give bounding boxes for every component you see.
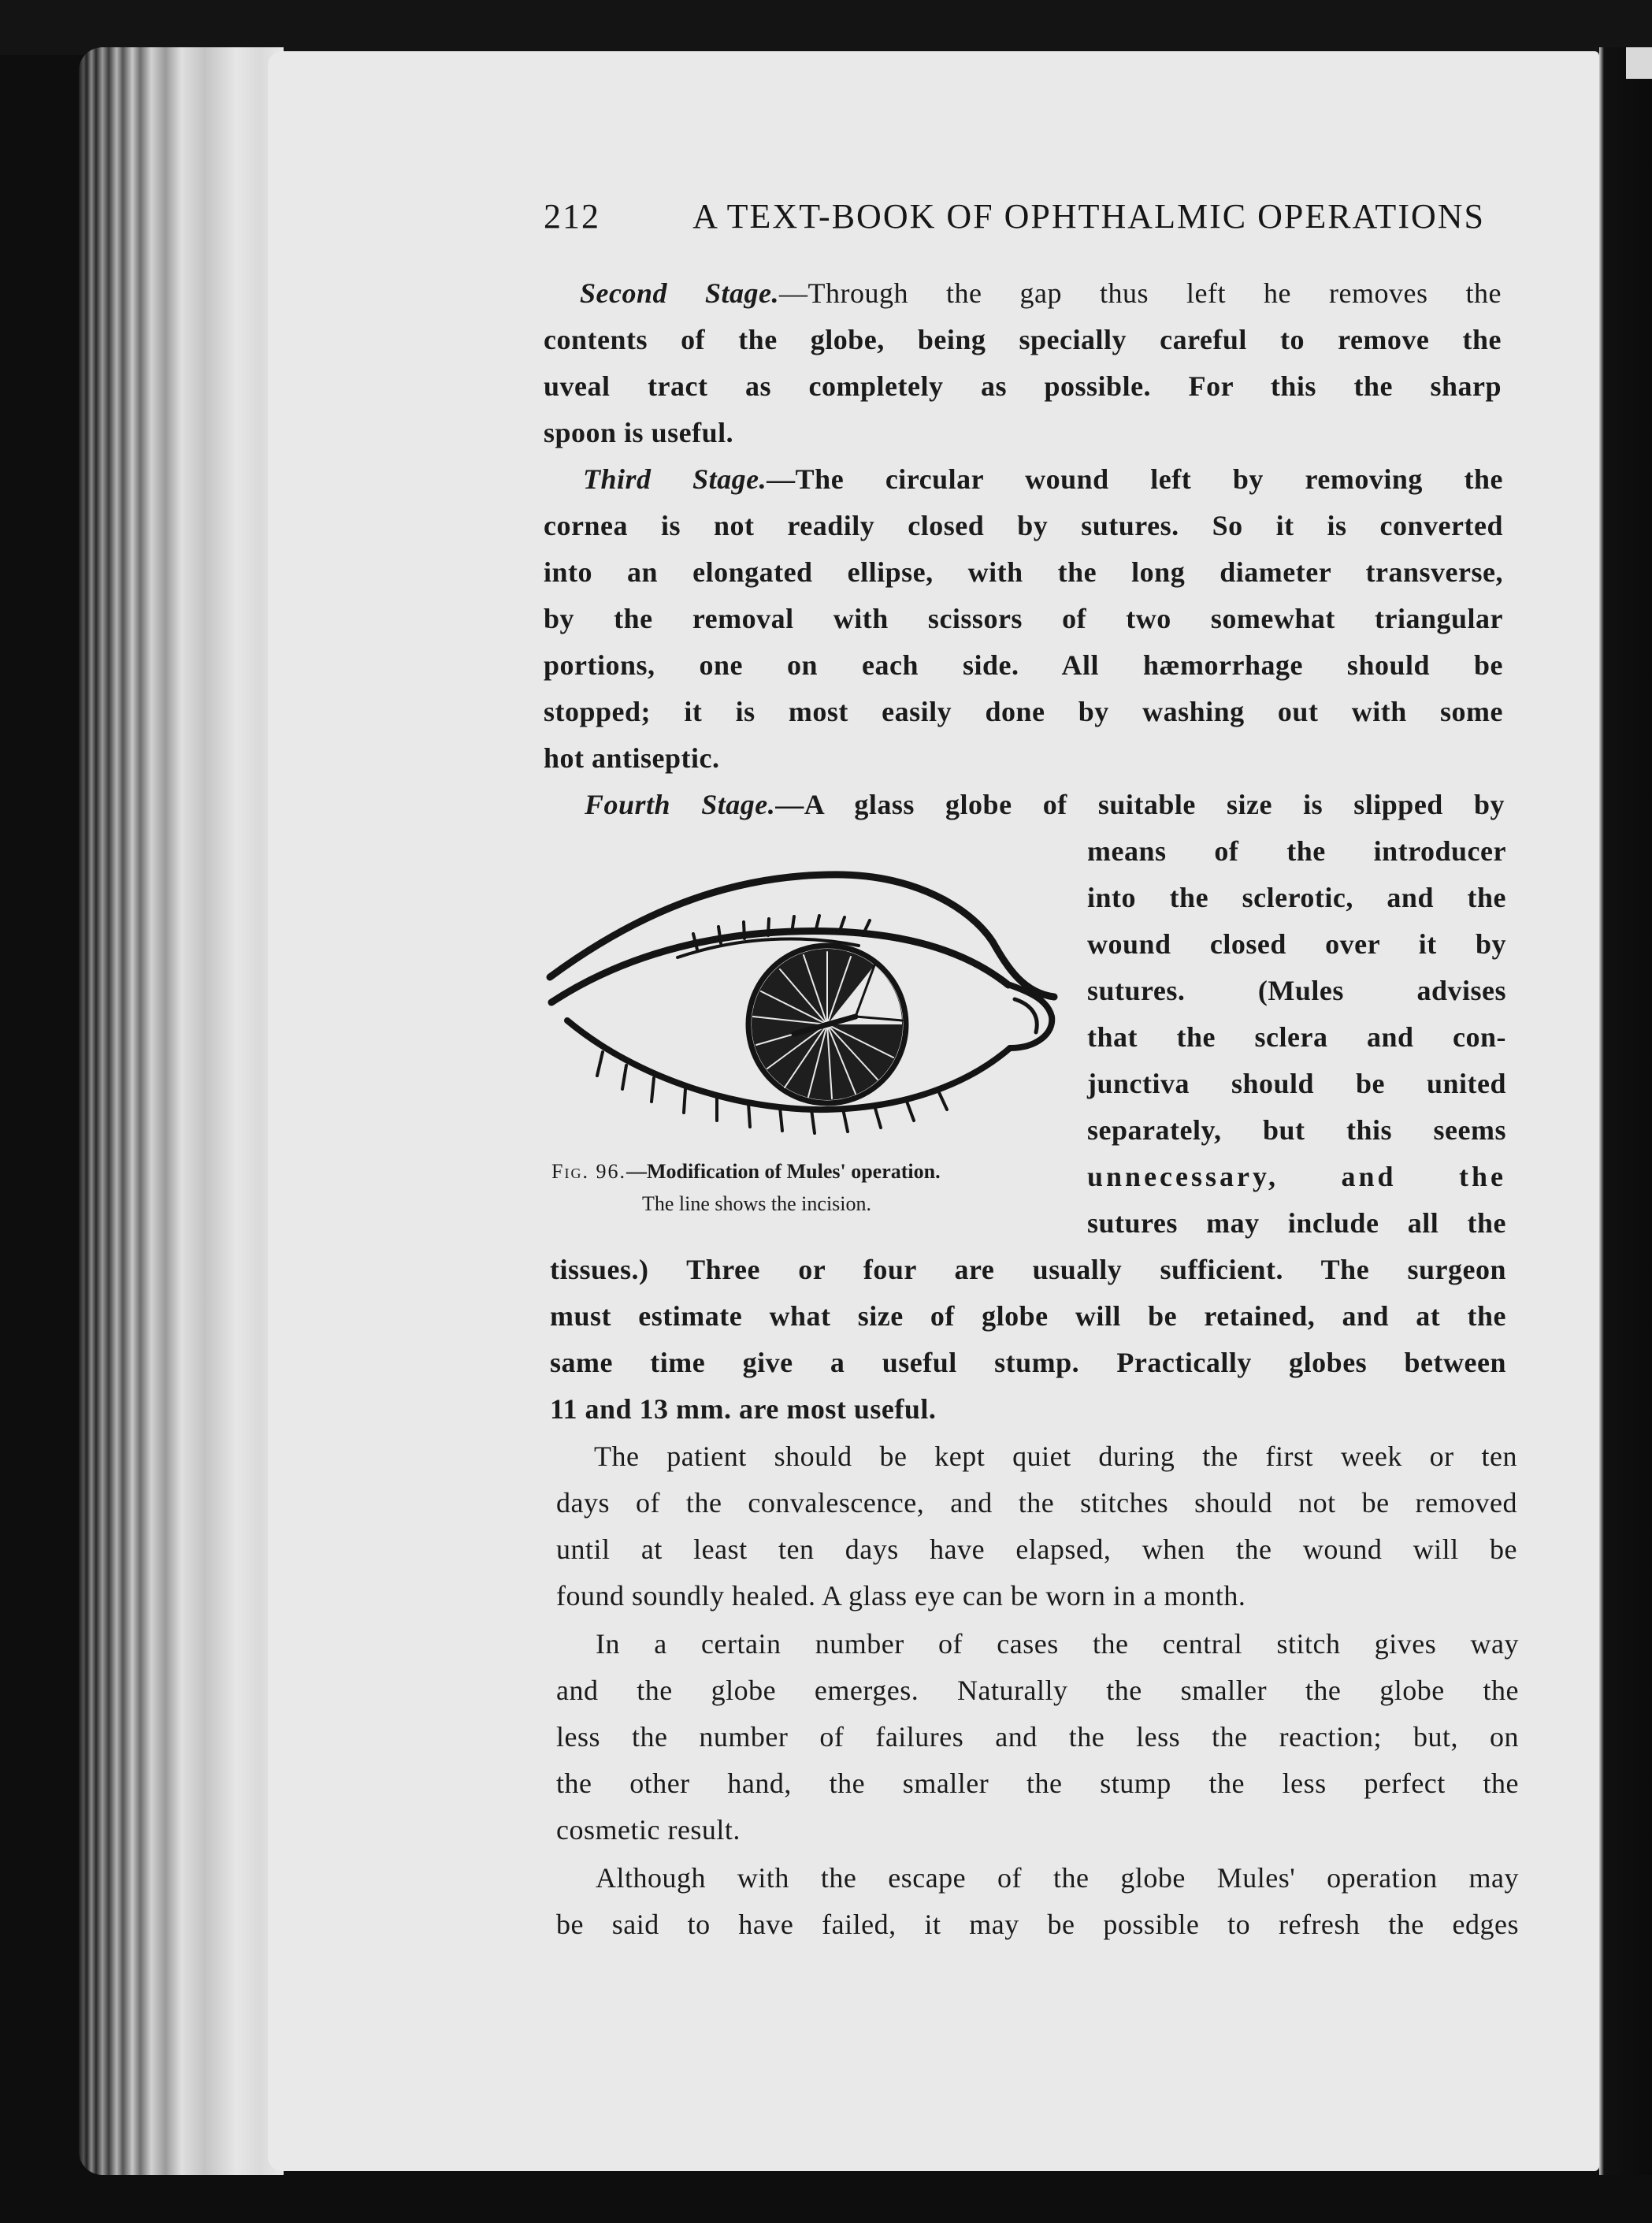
convalescence-line-3: until at least ten days have elapsed, when the wound will be <box>556 1533 1517 1565</box>
failures-line-4: the other hand, the smaller the stump the less perfect the <box>556 1768 1519 1799</box>
figure-label: Fig. 96. <box>551 1160 626 1183</box>
eye-illustration-icon <box>544 859 1064 1151</box>
fourth-stage-line-5: 11 and 13 mm. are most useful. <box>550 1393 937 1425</box>
second-stage-heading: Second Stage. <box>580 277 780 309</box>
fourth-stage-line-2: tissues.) Three or four are usually sufficient. The surgeon <box>550 1254 1506 1285</box>
convalescence-line-1: The patient should be kept quiet during the first week or ten <box>594 1440 1517 1472</box>
escape-line-2: be said to have failed, it may be possible to refresh the edges <box>556 1909 1519 1940</box>
third-stage-line-5: portions, one on each side. All hæmorrhage should be <box>544 649 1503 681</box>
fourth-stage-line-4: same time give a useful stump. Practically globes between <box>550 1347 1506 1378</box>
fourth-stage-heading: Fourth Stage. <box>585 789 776 820</box>
fourth-stage-side-line-8: unnecessary, and the <box>1087 1161 1506 1192</box>
third-stage-line-7: hot antiseptic. <box>544 742 720 774</box>
third-stage-line-4: by the removal with scissors of two somewhat triangular <box>544 603 1503 634</box>
facing-page-corner <box>1626 47 1652 79</box>
fourth-stage-side-line-2: into the sclerotic, and the <box>1087 882 1506 913</box>
fourth-stage-side-line-5: that the sclera and con- <box>1087 1021 1506 1053</box>
third-stage-line-2: cornea is not readily closed by sutures. So it is converted <box>544 510 1503 541</box>
fourth-stage-side-line-6: junctiva should be united <box>1087 1068 1506 1099</box>
fourth-stage-side-line-3: wound closed over it by <box>1087 928 1506 960</box>
failures-line-3: less the number of failures and the less the reaction; but, on <box>556 1721 1519 1753</box>
third-stage-line-1: Third Stage.—The circular wound left by removing the <box>583 463 1504 495</box>
failures-line-2: and the globe emerges. Naturally the smaller the globe the <box>556 1675 1519 1706</box>
fourth-stage-side-line-4: sutures. (Mules advises <box>1087 975 1506 1006</box>
scan-right-border <box>1599 47 1652 2175</box>
third-stage-heading: Third Stage. <box>583 463 767 495</box>
convalescence-line-4: found soundly healed. A glass eye can be worn in a month. <box>556 1580 1246 1611</box>
book-page-edges <box>79 47 284 2175</box>
failures-line-5: cosmetic result. <box>556 1814 741 1846</box>
second-stage-line-4: spoon is useful. <box>544 417 734 448</box>
escape-line-1: Although with the escape of the globe Mules' operation may <box>596 1862 1519 1894</box>
figure-caption-line-2: The line shows the incision. <box>642 1192 872 1215</box>
page-number: 212 <box>544 197 600 236</box>
book-title: A TEXT-BOOK OF OPHTHALMIC OPERATIONS <box>692 197 1485 236</box>
fourth-stage-line-1: Fourth Stage.—A glass globe of suitable size is slipped by <box>585 789 1505 820</box>
second-stage-line-3: uveal tract as completely as possible. For this the sharp <box>544 370 1502 402</box>
second-stage-line-2: contents of the globe, being specially careful to remove the <box>544 324 1502 355</box>
fourth-stage-side-line-1: means of the introducer <box>1087 835 1506 867</box>
third-stage-line-6: stopped; it is most easily done by washing out with some <box>544 696 1503 727</box>
convalescence-line-2: days of the convalescence, and the stitches should not be removed <box>556 1487 1517 1519</box>
fourth-stage-side-line-7: separately, but this seems <box>1087 1114 1506 1146</box>
second-stage-line-1: Second Stage.—Through the gap thus left he removes the <box>580 277 1502 309</box>
figure-caption: Fig. 96.—Modification of Mules' operation. <box>551 1160 941 1183</box>
failures-line-1: In a certain number of cases the central stitch gives way <box>596 1628 1519 1660</box>
running-head <box>544 195 1485 238</box>
fourth-stage-side-line-9: sutures may include all the <box>1087 1207 1506 1239</box>
fourth-stage-line-3: must estimate what size of globe will be retained, and at the <box>550 1300 1506 1332</box>
third-stage-line-3: into an elongated ellipse, with the long diameter transverse, <box>544 556 1503 588</box>
